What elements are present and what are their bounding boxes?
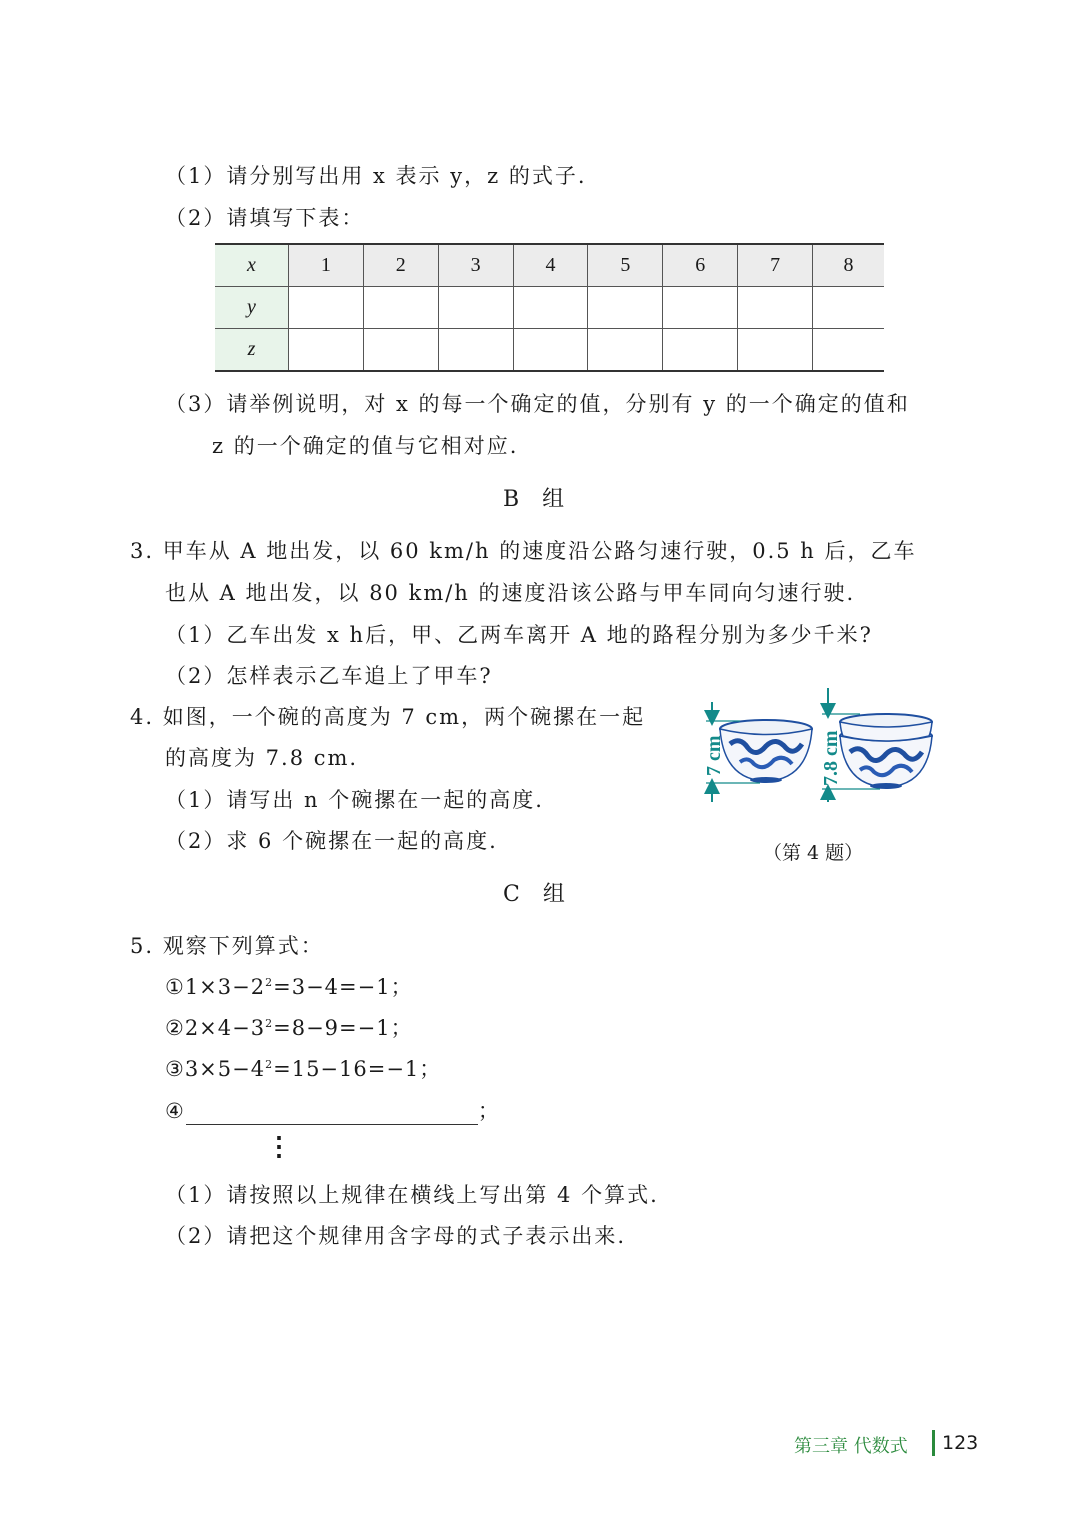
problem-4-line2: 的高度为 7.8 cm.	[165, 746, 359, 770]
table-cell	[513, 329, 588, 372]
table-cell	[813, 287, 884, 329]
single-bowl-icon	[720, 720, 812, 783]
table-cell	[438, 329, 513, 372]
table-x-value: 8	[813, 244, 884, 287]
equation-4	[165, 1095, 501, 1125]
table-cell	[738, 329, 813, 372]
equation-3-left: ③3×5−4	[165, 1057, 266, 1081]
table-cell	[663, 329, 738, 372]
problem-3-line2: 也从 A 地出发，以 80 km/h 的速度沿该公路与甲车同向匀速行驶.	[165, 581, 856, 605]
equation-2	[165, 1012, 413, 1042]
table-header-label: x	[215, 244, 289, 287]
table-cell	[363, 329, 438, 372]
problem-4-line1: 4. 如图，一个碗的高度为 7 cm，两个碗摞在一起	[130, 705, 646, 729]
problem-5-question-1: （1）请按照以上规律在横线上写出第 4 个算式.	[165, 1183, 659, 1207]
group-c-title: C 组	[503, 882, 573, 907]
answer-blank-line[interactable]	[186, 1102, 478, 1125]
table-cell	[289, 329, 364, 372]
problem-4-question-1: （1）请写出 n 个碗摞在一起的高度.	[165, 788, 544, 812]
equation-exponent: 2	[265, 1058, 274, 1071]
equation-3-right: =15−16=−1；	[273, 1057, 442, 1081]
table-cell	[438, 287, 513, 329]
question-3-text-line2: z 的一个确定的值与它相对应.	[212, 434, 519, 458]
equation-4-prefix: ④	[165, 1099, 186, 1123]
problem-3-question-2: （2）怎样表示乙车追上了甲车?	[165, 664, 493, 688]
value-table	[215, 243, 884, 372]
problem-5-intro: 5. 观察下列算式：	[130, 934, 324, 958]
table-cell	[738, 287, 813, 329]
figure-caption: （第 4 题）	[763, 842, 864, 864]
table-row-z	[215, 329, 884, 372]
stacked-bowls-height-label: 7.8 cm	[820, 730, 842, 786]
equation-1	[165, 971, 413, 1001]
stacked-bowls-icon	[840, 714, 932, 789]
table-row-y	[215, 287, 884, 329]
table-x-value: 2	[363, 244, 438, 287]
bowl-figure	[700, 682, 940, 802]
table-x-value: 7	[738, 244, 813, 287]
table-x-value: 1	[289, 244, 364, 287]
single-bowl-height-label: 7 cm	[703, 735, 725, 776]
question-3-text-line1: （3）请举例说明，对 x 的每一个确定的值，分别有 y 的一个确定的值和	[165, 392, 910, 416]
table-cell	[663, 287, 738, 329]
equation-3	[165, 1053, 441, 1083]
table-x-value: 4	[513, 244, 588, 287]
equation-4-suffix: ；	[477, 1099, 501, 1123]
table-cell	[289, 287, 364, 329]
table-row-label: z	[215, 329, 289, 372]
chapter-label: 第三章 代数式	[794, 1436, 908, 1457]
table-cell	[813, 329, 884, 372]
table-x-value: 6	[663, 244, 738, 287]
problem-3-line1: 3. 甲车从 A 地出发，以 60 km/h 的速度沿公路匀速行驶，0.5 h 后，乙车	[130, 539, 917, 563]
table-cell	[363, 287, 438, 329]
page-number: 123	[942, 1432, 979, 1454]
problem-4-question-2: （2）求 6 个碗摞在一起的高度.	[165, 829, 498, 853]
table-cell	[513, 287, 588, 329]
table-cell	[588, 329, 663, 372]
equation-2-right: =8−9=−1；	[273, 1016, 413, 1040]
equation-1-left: ①1×3−2	[165, 975, 266, 999]
footer-divider	[932, 1430, 935, 1456]
equation-exponent: 2	[265, 976, 274, 989]
equation-2-left: ②2×4−3	[165, 1016, 266, 1040]
equation-exponent: 2	[265, 1017, 274, 1030]
table-x-value: 5	[588, 244, 663, 287]
group-b-title: B 组	[503, 487, 573, 512]
vertical-ellipsis: ⋮	[266, 1132, 294, 1162]
question-2-text: （2）请填写下表：	[165, 206, 365, 230]
problem-5-question-2: （2）请把这个规律用含字母的式子表示出来.	[165, 1224, 627, 1248]
problem-3-question-1: （1）乙车出发 x h后，甲、乙两车离开 A 地的路程分别为多少千米?	[165, 623, 873, 647]
table-row-label: y	[215, 287, 289, 329]
equation-1-right: =3−4=−1；	[273, 975, 413, 999]
table-row-x	[215, 244, 884, 287]
table-x-value: 3	[438, 244, 513, 287]
question-1-text: （1）请分别写出用 x 表示 y，z 的式子.	[165, 164, 587, 188]
table-cell	[588, 287, 663, 329]
